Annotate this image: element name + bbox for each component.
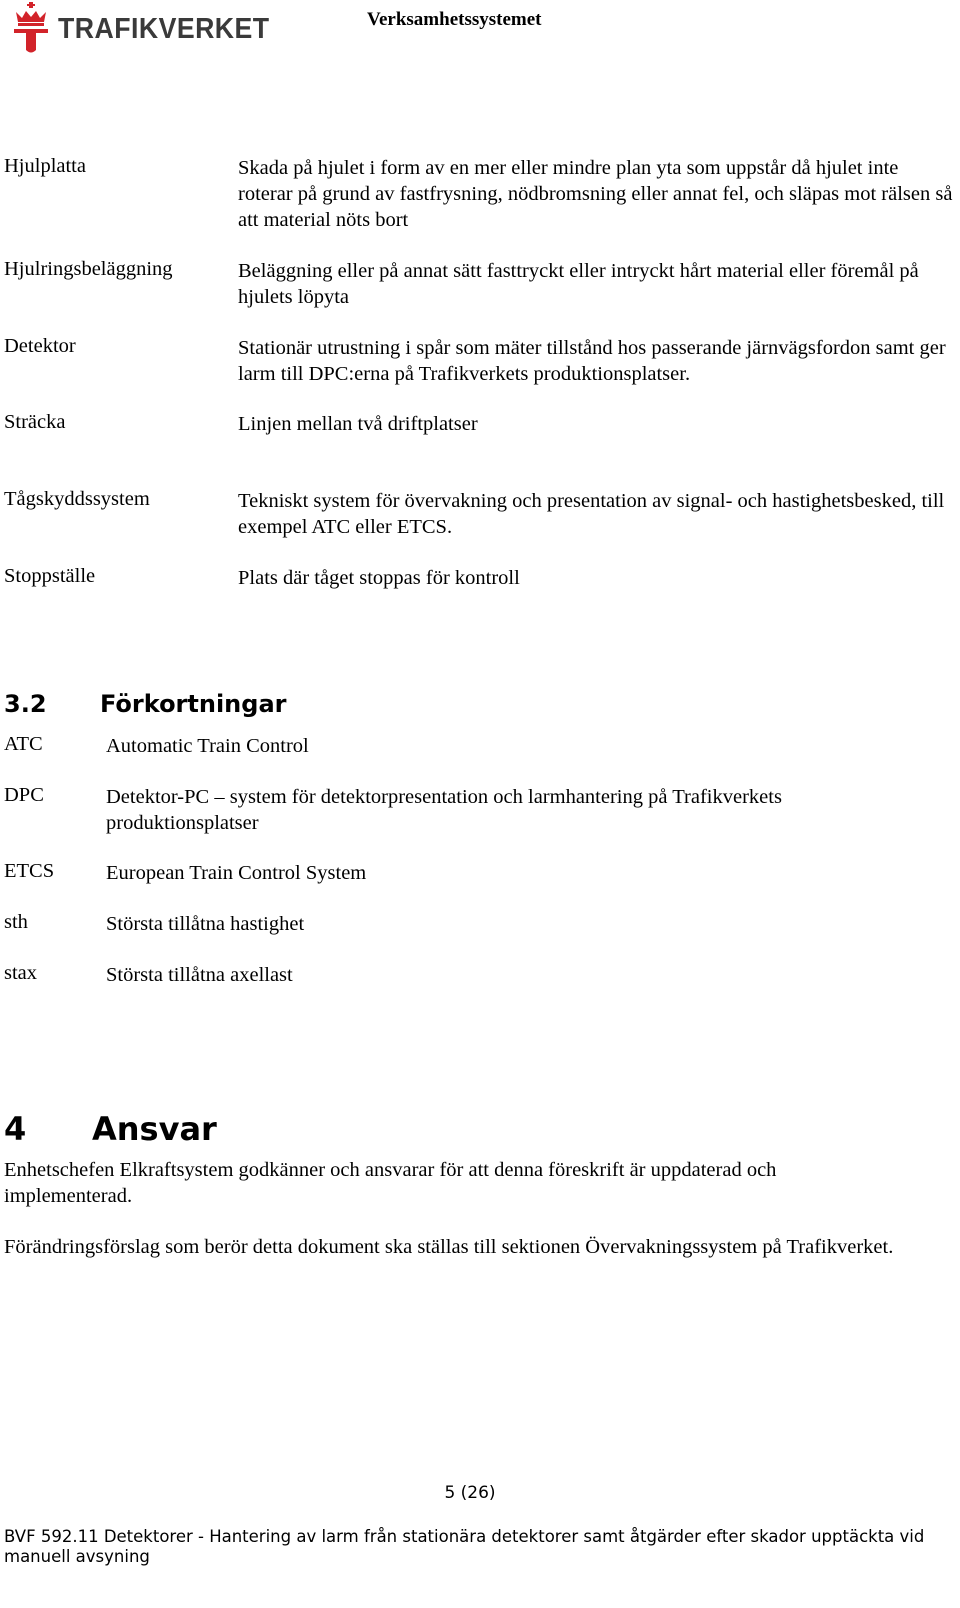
trafikverket-logo (10, 2, 288, 56)
definition-text: Linjen mellan två driftplatser (238, 413, 478, 435)
section-title: Ansvar (92, 1110, 217, 1148)
definition-term: Tågskyddssystem (4, 488, 150, 510)
document-footer: BVF 592.11 Detektorer - Hantering av larm från stationära detektorer samt åtgärder efter skador upptäckta vid manuell avsyning (4, 1527, 925, 1566)
definition-text: Stationär utrustning i spår som mäter tillstånd hos passerande järnvägsfordon samt ger larm till DPC:erna på Trafikverkets produktionsplatser. (238, 337, 946, 385)
body-paragraph: Förändringsförslag som berör detta dokument ska ställas till sektionen Övervakningssystem på Trafikverket. (4, 1236, 894, 1258)
section-title: Förkortningar (100, 690, 287, 718)
section-heading-responsibility (4, 1110, 217, 1148)
document-system-title: Verksamhetssystemet (367, 9, 542, 30)
abbreviation-meaning: Största tillåtna axellast (106, 964, 293, 986)
abbreviation-meaning: Detektor-PC – system för detektorpresentation och larmhantering på Trafikverkets produktionsplatser (106, 786, 782, 834)
page-header (0, 0, 960, 70)
definition-term: Stoppställe (4, 565, 96, 587)
definition-text: Beläggning eller på annat sätt fasttryckt eller intryckt hårt material eller föremål på hjulets löpyta (238, 260, 919, 308)
definition-term: Sträcka (4, 411, 66, 433)
section-number: 4 (4, 1110, 27, 1148)
abbreviation-meaning: European Train Control System (106, 862, 367, 884)
abbreviation: DPC (4, 784, 44, 806)
section-number: 3.2 (4, 690, 47, 718)
abbreviation: ATC (4, 733, 43, 755)
definition-term: Detektor (4, 335, 76, 357)
abbreviation: stax (4, 962, 38, 984)
page-number: 5 (26) (444, 1483, 496, 1503)
abbreviation-meaning: Största tillåtna hastighet (106, 913, 305, 935)
abbreviation: ETCS (4, 860, 55, 882)
abbreviation-meaning: Automatic Train Control (106, 735, 309, 757)
definition-text: Skada på hjulet i form av en mer eller mindre plan yta som uppstår då hjulet inte roterar på grund av fastfrysning, nödbromsning eller annat fel, och släpas mot rälsen så att material nöts bort (238, 157, 953, 231)
definition-term: Hjulplatta (4, 155, 86, 177)
crown-shield-icon (10, 2, 52, 56)
section-heading-abbreviations (4, 690, 286, 718)
definition-term: Hjulringsbeläggning (4, 258, 173, 280)
definition-text: Tekniskt system för övervakning och presentation av signal- och hastighetsbesked, till exempel ATC eller ETCS. (238, 490, 945, 538)
definition-text: Plats där tåget stoppas för kontroll (238, 567, 520, 589)
logo-wordmark: TRAFIKVERKET (58, 12, 270, 45)
abbreviation: sth (4, 911, 28, 933)
body-paragraph: Enhetschefen Elkraftsystem godkänner och ansvarar för att denna föreskrift är uppdaterad och implementerad. (4, 1159, 777, 1207)
